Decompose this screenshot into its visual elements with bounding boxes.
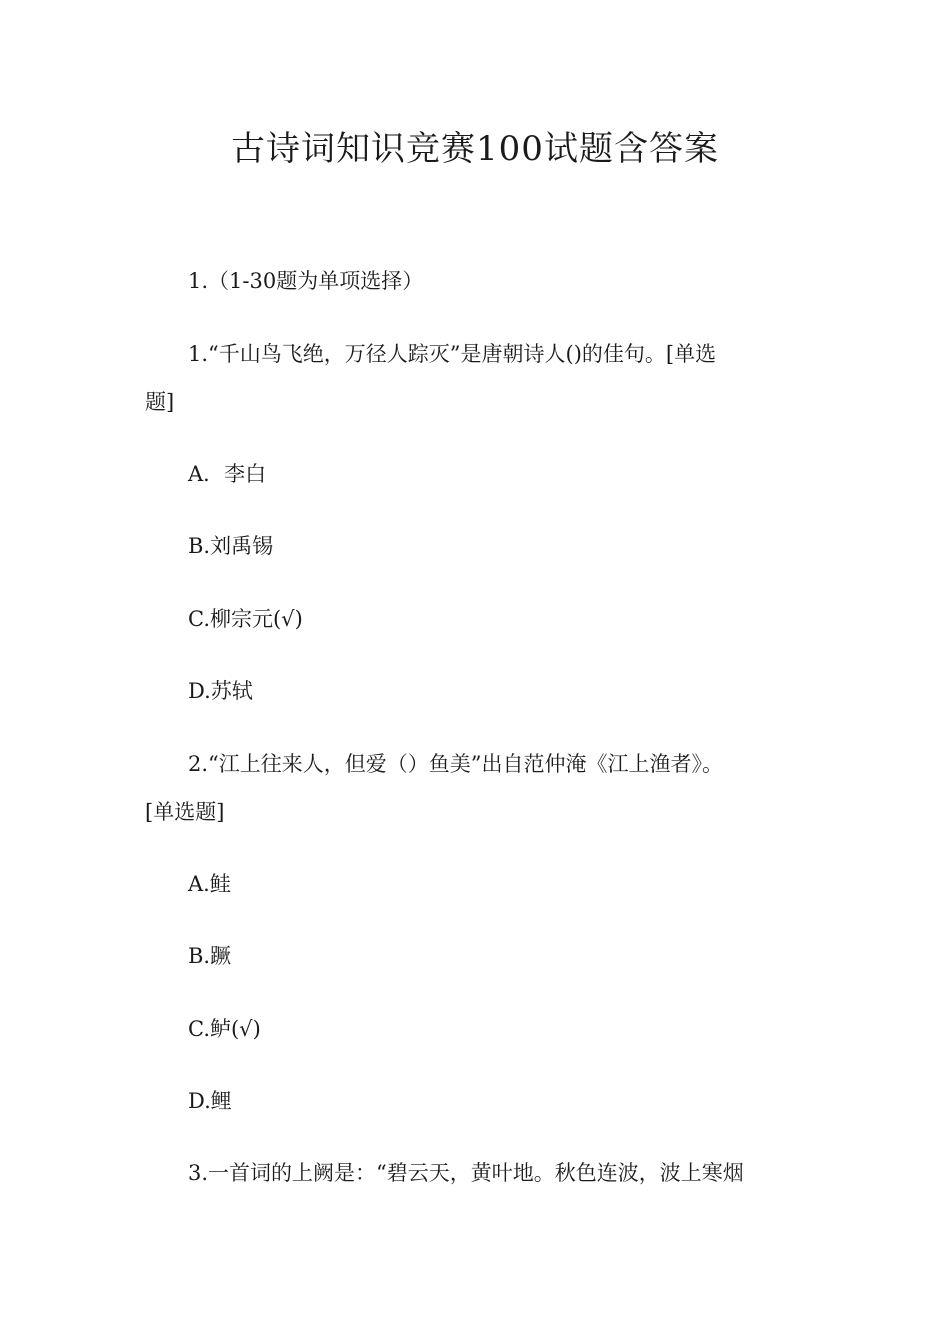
question-1-stem: 1.“千山鸟飞绝，万径人踪灭”是唐朝诗人()的佳句。[单选 [188,342,717,366]
question-2-stem: 2.“江上往来人，但爱（）鱼美”出自范仲淹《江上渔者》。 [188,752,724,776]
question-1-option-a: A．李白 [188,462,267,486]
section-heading: 1.（1-30题为单项选择） [188,269,424,293]
question-3-stem: 3.一首词的上阙是：“碧云天，黄叶地。秋色连波，波上寒烟 [188,1161,744,1185]
document-title: 古诗词知识竞赛100试题含答案 [231,128,719,169]
question-2-option-c: C.鲈(√) [188,1017,261,1041]
question-1-option-d: D.苏轼 [188,679,253,703]
question-1-option-c: C.柳宗元(√) [188,607,303,631]
question-1-option-b: B.刘禹锡 [188,534,274,558]
question-2-option-a: A.鲑 [188,872,231,896]
question-2-option-d: D.鲤 [188,1089,232,1113]
question-2-option-b: B.蹶 [188,944,232,968]
question-1-stem-continued: 题] [145,390,175,414]
question-2-stem-continued: [单选题] [145,800,225,824]
